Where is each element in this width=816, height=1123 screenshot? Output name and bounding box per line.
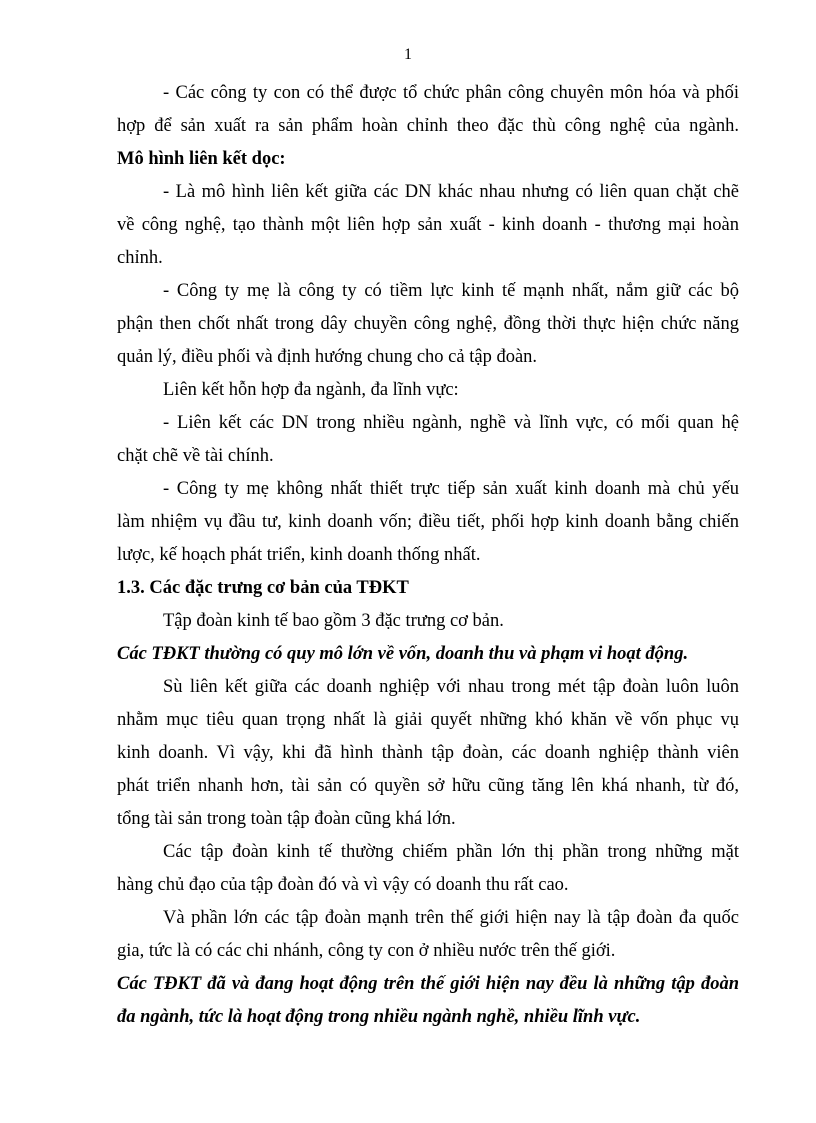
text-line: phận then chốt nhất trong dây chuyền công nghệ, đồng thời thực hiện chức năng bbox=[117, 314, 739, 334]
text-line: tổng tài sản trong toàn tập đoàn cũng khá lớn. bbox=[117, 809, 456, 829]
text-line: làm nhiệm vụ đầu tư, kinh doanh vốn; điều tiết, phối hợp kinh doanh bằng chiến bbox=[117, 512, 739, 532]
emphasis-heading: Các TĐKT đã và đang hoạt động trên thế giới hiện nay đều là những tập đoàn bbox=[117, 974, 739, 994]
emphasis-heading: đa ngành, tức là hoạt động trong nhiều ngành nghề, nhiều lĩnh vực. bbox=[117, 1007, 641, 1027]
text-line: về công nghệ, tạo thành một liên hợp sản xuất - kinh doanh - thương mại hoàn bbox=[117, 215, 739, 235]
page-number: 1 bbox=[404, 46, 412, 63]
text-line: Các tập đoàn kinh tế thường chiếm phần lớn thị phần trong những mặt bbox=[163, 842, 739, 862]
emphasis-heading: Các TĐKT thường có quy mô lớn về vốn, doanh thu và phạm vi hoạt động. bbox=[117, 644, 689, 664]
text-line: kinh doanh. Vì vậy, khi đã hình thành tập đoàn, các doanh nghiệp thành viên bbox=[117, 743, 739, 763]
text-line: hợp để sản xuất ra sản phẩm hoàn chỉnh theo đặc thù công nghệ của ngành. bbox=[117, 116, 739, 136]
text-line: Sù liên kết giữa các doanh nghiệp với nhau trong mét tập đoàn luôn luôn bbox=[163, 677, 739, 697]
text-line: quản lý, điều phối và định hướng chung cho cả tập đoàn. bbox=[117, 347, 538, 367]
text-line: Tập đoàn kinh tế bao gồm 3 đặc trưng cơ bản. bbox=[163, 611, 504, 631]
text-line: chặt chẽ về tài chính. bbox=[117, 446, 274, 466]
text-line: - Các công ty con có thể được tổ chức phân công chuyên môn hóa và phối bbox=[163, 83, 739, 103]
text-line: chỉnh. bbox=[117, 248, 163, 268]
text-line: - Công ty mẹ không nhất thiết trực tiếp sản xuất kinh doanh mà chủ yếu bbox=[163, 479, 739, 499]
section-heading: Mô hình liên kết dọc: bbox=[117, 149, 286, 169]
text-line: phát triển nhanh hơn, tài sản có quyền sở hữu cũng tăng lên khá nhanh, từ đó, bbox=[117, 776, 739, 796]
text-line: nhằm mục tiêu quan trọng nhất là giải quyết những khó khăn về vốn phục vụ bbox=[117, 710, 739, 730]
text-line: Liên kết hỗn hợp đa ngành, đa lĩnh vực: bbox=[163, 380, 459, 400]
section-heading: 1.3. Các đặc trưng cơ bản của TĐKT bbox=[117, 578, 409, 598]
text-line: - Là mô hình liên kết giữa các DN khác nhau nhưng có liên quan chặt chẽ bbox=[163, 182, 739, 202]
text-line: - Công ty mẹ là công ty có tiềm lực kinh tế mạnh nhất, nắm giữ các bộ bbox=[163, 281, 739, 301]
text-line: hàng chủ đạo của tập đoàn đó và vì vậy có doanh thu rất cao. bbox=[117, 875, 569, 895]
text-line: Và phần lớn các tập đoàn mạnh trên thế giới hiện nay là tập đoàn đa quốc bbox=[163, 908, 739, 928]
text-line: gia, tức là có các chi nhánh, công ty con ở nhiều nước trên thế giới. bbox=[117, 941, 616, 961]
text-line: - Liên kết các DN trong nhiều ngành, nghề và lĩnh vực, có mối quan hệ bbox=[163, 413, 739, 433]
text-line: lược, kế hoạch phát triển, kinh doanh thống nhất. bbox=[117, 545, 481, 565]
